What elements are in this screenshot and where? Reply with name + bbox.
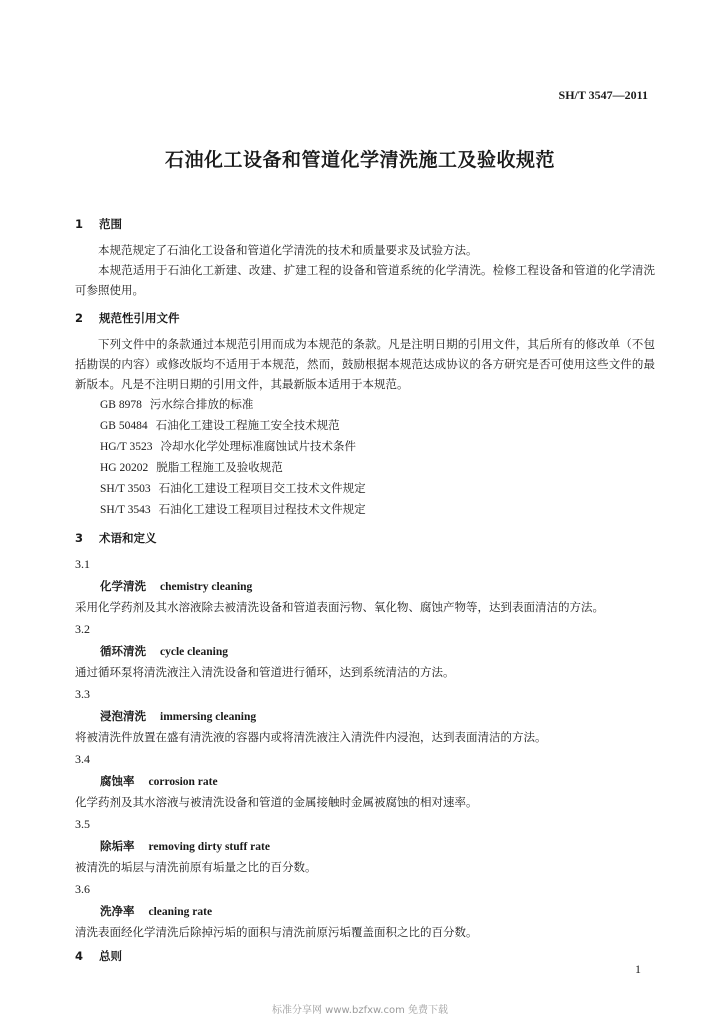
section-heading-general [75,946,655,966]
reference-item [75,478,655,499]
section-title: 规范性引用文件 [99,311,180,325]
reference-name: 污水综合排放的标准 [149,397,254,411]
reference-name: 石油化工建设工程项目交工技术文件规定 [158,481,366,495]
reference-item [75,436,655,457]
document-code: SH/T 3547—2011 [558,88,648,102]
section-title: 范围 [99,217,123,231]
reference-item [75,499,655,520]
term-chinese: 循环清洗 [100,644,146,658]
section-number: 4 [75,949,84,963]
term-english: cycle cleaning [160,646,229,658]
reference-code: SH/T 3543 [100,504,151,516]
section-number: 2 [75,311,84,325]
reference-item [75,457,655,478]
term-heading [75,836,655,857]
term-number: 3.3 [75,687,90,701]
term-definition: 清洗表面经化学清洗后除掉污垢的面积与清洗前原污垢覆盖面积之比的百分数。 [75,925,478,939]
reference-name: 冷却水化学处理标准腐蚀试片技术条件 [160,439,356,453]
term-chinese: 腐蚀率 [100,774,135,788]
reference-code: HG 20202 [100,462,149,474]
term-heading [75,706,655,727]
reference-code: SH/T 3503 [100,483,151,495]
references-intro: 下列文件中的条款通过本规范引用而成为本规范的条款。凡是注明日期的引用文件，其后所有的修改单（不包括勘误的内容）或修改版均不适用于本规范，然而，鼓励根据本规范达成协议的各方研究是否可使用这些文件的最新版本。凡是不注明日期的引用文件，其最新版本适用于本规范。 [75,337,655,391]
reference-name: 脱脂工程施工及验收规范 [156,460,283,474]
term-chinese: 洗净率 [100,904,135,918]
term-english: immersing cleaning [160,711,257,723]
term-definition: 化学药剂及其水溶液与被清洗设备和管道的金属接触时金属被腐蚀的相对速率。 [75,795,478,809]
term-english: removing dirty stuff rate [148,841,270,853]
section-number: 1 [75,217,84,231]
reference-code: HG/T 3523 [100,441,153,453]
term-chinese: 化学清洗 [100,579,146,593]
term-chinese: 浸泡清洗 [100,709,146,723]
term-heading [75,576,655,597]
term-chinese: 除垢率 [100,839,135,853]
term-definition: 采用化学药剂及其水溶液除去被清洗设备和管道表面污物、氧化物、腐蚀产物等，达到表面清洁的方法。 [75,600,604,614]
term-english: cleaning rate [148,906,213,918]
term-definition: 被清洗的垢层与清洗前原有垢量之比的百分数。 [75,860,317,874]
document-body [75,208,655,972]
section-heading-scope [75,214,655,234]
term-heading [75,771,655,792]
term-number: 3.4 [75,752,90,766]
reference-name: 石油化工建设工程施工安全技术规范 [155,418,340,432]
reference-code: GB 50484 [100,420,148,432]
term-english: chemistry cleaning [160,581,253,593]
term-number: 3.6 [75,882,90,896]
section-number: 3 [75,531,84,545]
scope-paragraph: 本规范适用于石油化工新建、改建、扩建工程的设备和管道系统的化学清洗。检修工程设备和管道的化学清洗可参照使用。 [75,263,655,297]
scope-paragraph: 本规范规定了石油化工设备和管道化学清洗的技术和质量要求及试验方法。 [98,243,478,257]
reference-item [75,394,655,415]
term-english: corrosion rate [148,776,218,788]
section-title: 术语和定义 [99,531,157,545]
section-heading-normative-references [75,308,655,328]
reference-item [75,415,655,436]
term-number: 3.2 [75,622,90,636]
term-number: 3.1 [75,557,90,571]
document-title: 石油化工设备和管道化学清洗施工及验收规范 [164,149,555,171]
term-heading [75,641,655,662]
term-heading [75,901,655,922]
section-title: 总则 [99,949,123,963]
section-heading-terms-definitions [75,528,655,548]
page-number: 1 [635,962,641,976]
term-definition: 将被清洗件放置在盛有清洗液的容器内或将清洗液注入清洗件内浸泡，达到表面清洁的方法。 [75,730,547,744]
reference-name: 石油化工建设工程项目过程技术文件规定 [158,502,366,516]
watermark-text: 标准分享网 www.bzfxw.com 免费下载 [272,1005,448,1016]
reference-code: GB 8978 [100,399,142,411]
term-number: 3.5 [75,817,90,831]
term-definition: 通过循环泵将清洗液注入清洗设备和管道进行循环，达到系统清洁的方法。 [75,665,455,679]
